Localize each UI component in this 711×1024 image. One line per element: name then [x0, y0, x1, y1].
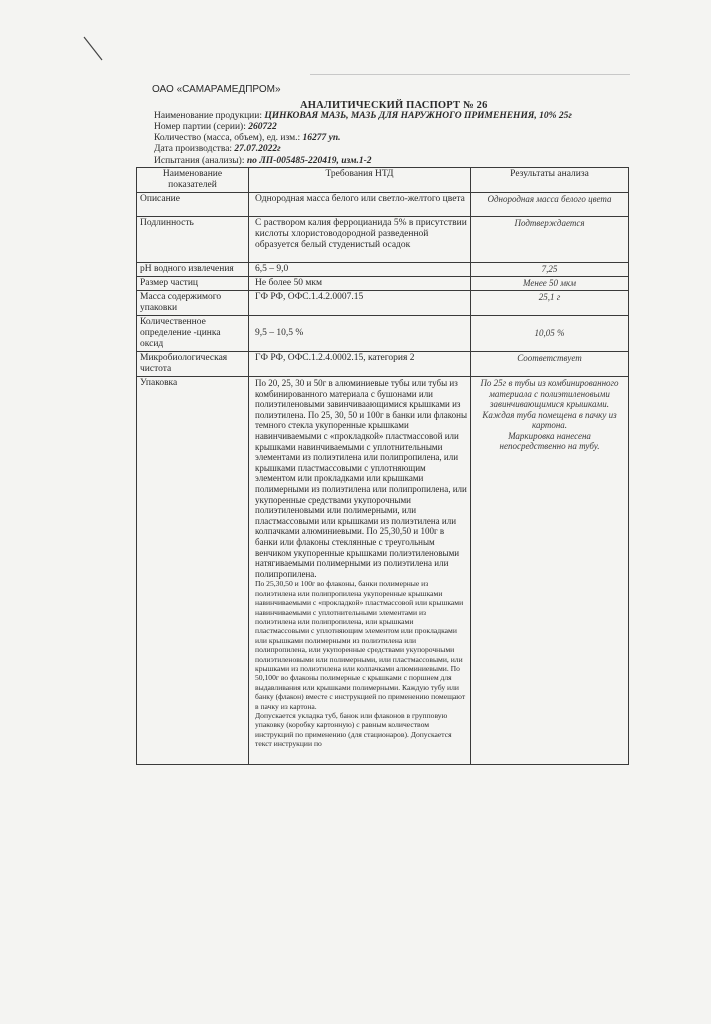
- meta-date: [154, 144, 281, 154]
- packaging-result: [471, 377, 629, 765]
- meta-tests: [154, 156, 372, 166]
- row-requirement: Не более 50 мкм: [249, 277, 471, 291]
- meta-batch: [154, 122, 277, 132]
- row-result: 25,1 г: [471, 291, 629, 316]
- row-name: pH водного извлечения: [137, 263, 249, 277]
- table-row: [137, 277, 629, 291]
- meta-date-label: Дата производства:: [154, 144, 233, 154]
- scan-pen-mark: [82, 36, 104, 62]
- row-name: Микробиологическая чистота: [137, 352, 249, 377]
- table-row: [137, 263, 629, 277]
- meta-tests-label: Испытания (анализы):: [154, 156, 245, 166]
- packaging-result-main: По 25г в тубы из комбинированного материала с полиэтиленовыми завинчивающимися крышками. Каждая туба помещена в пачку из картона.: [480, 378, 619, 430]
- row-name: Масса содержимого упаковки: [137, 291, 249, 316]
- meta-product-label: Наименование продукции:: [154, 111, 262, 121]
- analysis-table: [136, 167, 629, 765]
- row-name: Описание: [137, 193, 249, 217]
- row-name: Количественное определение -цинка оксид: [137, 316, 249, 352]
- row-result: Подтверждается: [471, 217, 629, 263]
- row-requirement: 9,5 – 10,5 %: [249, 316, 471, 352]
- table-row: [137, 352, 629, 377]
- row-result: Однородная масса белого цвета: [471, 193, 629, 217]
- company-name: ОАО «САМАРАМЕДПРОМ»: [152, 84, 281, 95]
- row-requirement: ГФ РФ, ОФС.1.2.4.0002.15, категория 2: [249, 352, 471, 377]
- meta-tests-value: по ЛП-005485-220419, изм.1-2: [246, 156, 372, 166]
- header-indicators: Наименование показателей: [137, 168, 249, 193]
- top-rule: [310, 74, 630, 75]
- row-requirement: ГФ РФ, ОФС.1.4.2.0007.15: [249, 291, 471, 316]
- packaging-result-note: Маркировка нанесена непосредственно на тубу.: [499, 430, 600, 451]
- row-requirement: Однородная масса белого или светло-желтого цвета: [249, 193, 471, 217]
- row-requirement: 6,5 – 9,0: [249, 263, 471, 277]
- table-header-row: [137, 168, 629, 193]
- table-row-packaging: [137, 377, 629, 765]
- header-requirements: Требования НТД: [249, 168, 471, 193]
- row-result: 7,25: [471, 263, 629, 277]
- packaging-requirement-part2: По 25,30,50 и 100г во флаконы, банки полимерные из полиэтилена или полипропилена укупоренные крышками навинчиваемыми с «прокладкой» пластмассовой или крышками навинчиваемыми с уплотнительными элементами из полиэтилена или полипропилена, или крышками пластмассовыми с уплотняющим элементом или прокладками или крышками полимерными из полиэтилена или полипропилена, или укупоренные средствами укупорочными полиэтиленовыми или полимерными, или пластмассовыми, или крышками из полиэтилена или колпачками алюминиевыми. По 50,100г во флаконы полимерные с крышками с поршнем для выдавливания или крышками полимерными. Каждую тубу или банку (флакон) вместе с инструкцией по применению помещают в пачку из картона.: [255, 579, 466, 711]
- row-name: Упаковка: [137, 377, 249, 765]
- meta-product-value: ЦИНКОВАЯ МАЗЬ, МАЗЬ ДЛЯ НАРУЖНОГО ПРИМЕНЕНИЯ, 10% 25г: [264, 111, 572, 121]
- table-row: [137, 193, 629, 217]
- packaging-requirement: [249, 377, 471, 765]
- header-results: Результаты анализа: [471, 168, 629, 193]
- meta-quantity: [154, 133, 340, 143]
- meta-batch-value: 260722: [248, 122, 277, 132]
- meta-quantity-label: Количество (масса, объем), ед. изм.:: [154, 133, 301, 143]
- meta-quantity-value: 16277 уп.: [302, 133, 341, 143]
- packaging-requirement-part3: Допускается укладка туб, банок или флаконов в групповую упаковку (коробку картонную) с равным количеством инструкций по применению (для стационаров). Допускается текст инструкции по: [255, 710, 452, 749]
- meta-product: [154, 111, 572, 121]
- table-row: [137, 291, 629, 316]
- table-row: [137, 217, 629, 263]
- row-result: Менее 50 мкм: [471, 277, 629, 291]
- row-requirement: С раствором калия ферроцианида 5% в присутствии кислоты хлористоводородной разведенной образуется белый студенистый осадок: [249, 217, 471, 263]
- meta-date-value: 27.07.2022г: [234, 144, 281, 154]
- table-row: [137, 316, 629, 352]
- meta-batch-label: Номер партии (серии):: [154, 122, 246, 132]
- row-name: Размер частиц: [137, 277, 249, 291]
- document-title: АНАЛИТИЧЕСКИЙ ПАСПОРТ № 26: [300, 100, 488, 111]
- row-result: 10,05 %: [471, 316, 629, 352]
- row-name: Подлинность: [137, 217, 249, 263]
- packaging-requirement-part1: По 20, 25, 30 и 50г в алюминиевые тубы или тубы из комбинированного материала с бушонами или полиэтиленовыми завинчиваающимися крышками из полиэтилена. По 25, 30, 50 и 100г в банки или флаконы темного стекла укупоренные крышками навинчиваемыми с «прокладкой» пластмассовой или крышками навинчиваемыми с уплотнительными элементами из полиэтилена или полипропилена, или крышками пластмассовыми с уплотняющим элементом или прокладками или крышками полимерными из полиэтилена или полипропилена, или укупоренные средствами укупорочными полиэтиленовыми или полимерными, или пластмассовыми или крышками из полиэтилена или колпачками алюминиевыми. По 25,30,50 и 100г в банки или флаконы стеклянные с треугольным венчиком укупоренные крышками полиэтиленовыми натягиваемыми полимерными из полиэтилена или полипропилена.: [255, 378, 467, 579]
- row-result: Соответствует: [471, 352, 629, 377]
